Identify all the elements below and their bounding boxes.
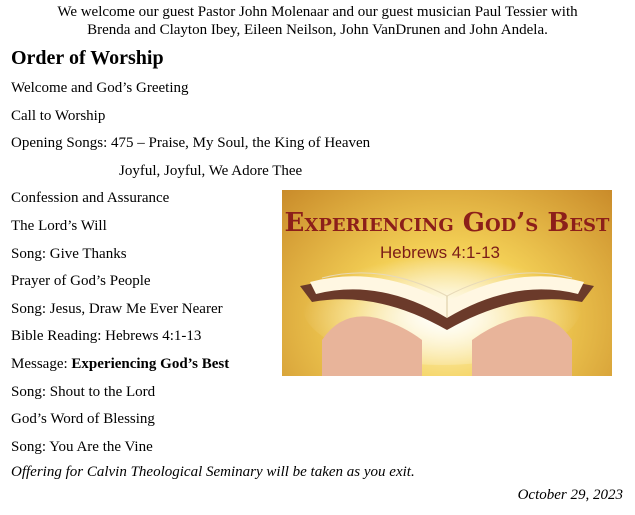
list-item (11, 381, 370, 409)
list-item (11, 160, 370, 188)
item-text: Song: Give Thanks (11, 245, 127, 262)
item-text: Song: Shout to the Lord (11, 383, 156, 400)
banner-subtitle: Hebrews 4:1-13 (380, 243, 501, 262)
item-text: God’s Word of Blessing (11, 411, 155, 428)
list-item (11, 77, 370, 105)
item-text: Joyful, Joyful, We Adore Thee (119, 162, 303, 179)
item-text: Confession and Assurance (11, 190, 170, 207)
welcome-line-1: We welcome our guest Pastor John Molenaar and our guest musician Paul Tessier with (57, 4, 578, 20)
list-item (11, 132, 370, 160)
item-text: Bible Reading: Hebrews 4:1-13 (11, 328, 202, 345)
welcome-line-2: Brenda and Clayton Ibey, Eileen Neilson, John VanDrunen and John Andela. (87, 22, 548, 38)
list-item (11, 105, 370, 133)
order-of-worship-heading: Order of Worship (11, 47, 164, 69)
sermon-banner-image (282, 190, 612, 376)
service-date: October 29, 2023 (517, 487, 623, 503)
banner-title: Experiencing God’s Best (284, 208, 610, 238)
sermon-title: Experiencing God’s Best (71, 355, 230, 372)
welcome-message (0, 3, 635, 39)
item-text: The Lord’s Will (11, 217, 107, 234)
list-item (11, 408, 370, 436)
item-text: Welcome and God’s Greeting (11, 80, 189, 96)
item-text: Prayer of God’s People (11, 273, 151, 290)
item-text: Song: You Are the Vine (11, 438, 153, 455)
item-text: Song: Jesus, Draw Me Ever Nearer (11, 300, 223, 317)
list-item (11, 436, 370, 464)
item-text: Call to Worship (11, 107, 106, 124)
offering-note: Offering for Calvin Theological Seminary will be taken as you exit. (11, 464, 415, 480)
item-prefix: Message: (11, 355, 72, 372)
item-text: Opening Songs: 475 – Praise, My Soul, the King of Heaven (11, 135, 371, 152)
